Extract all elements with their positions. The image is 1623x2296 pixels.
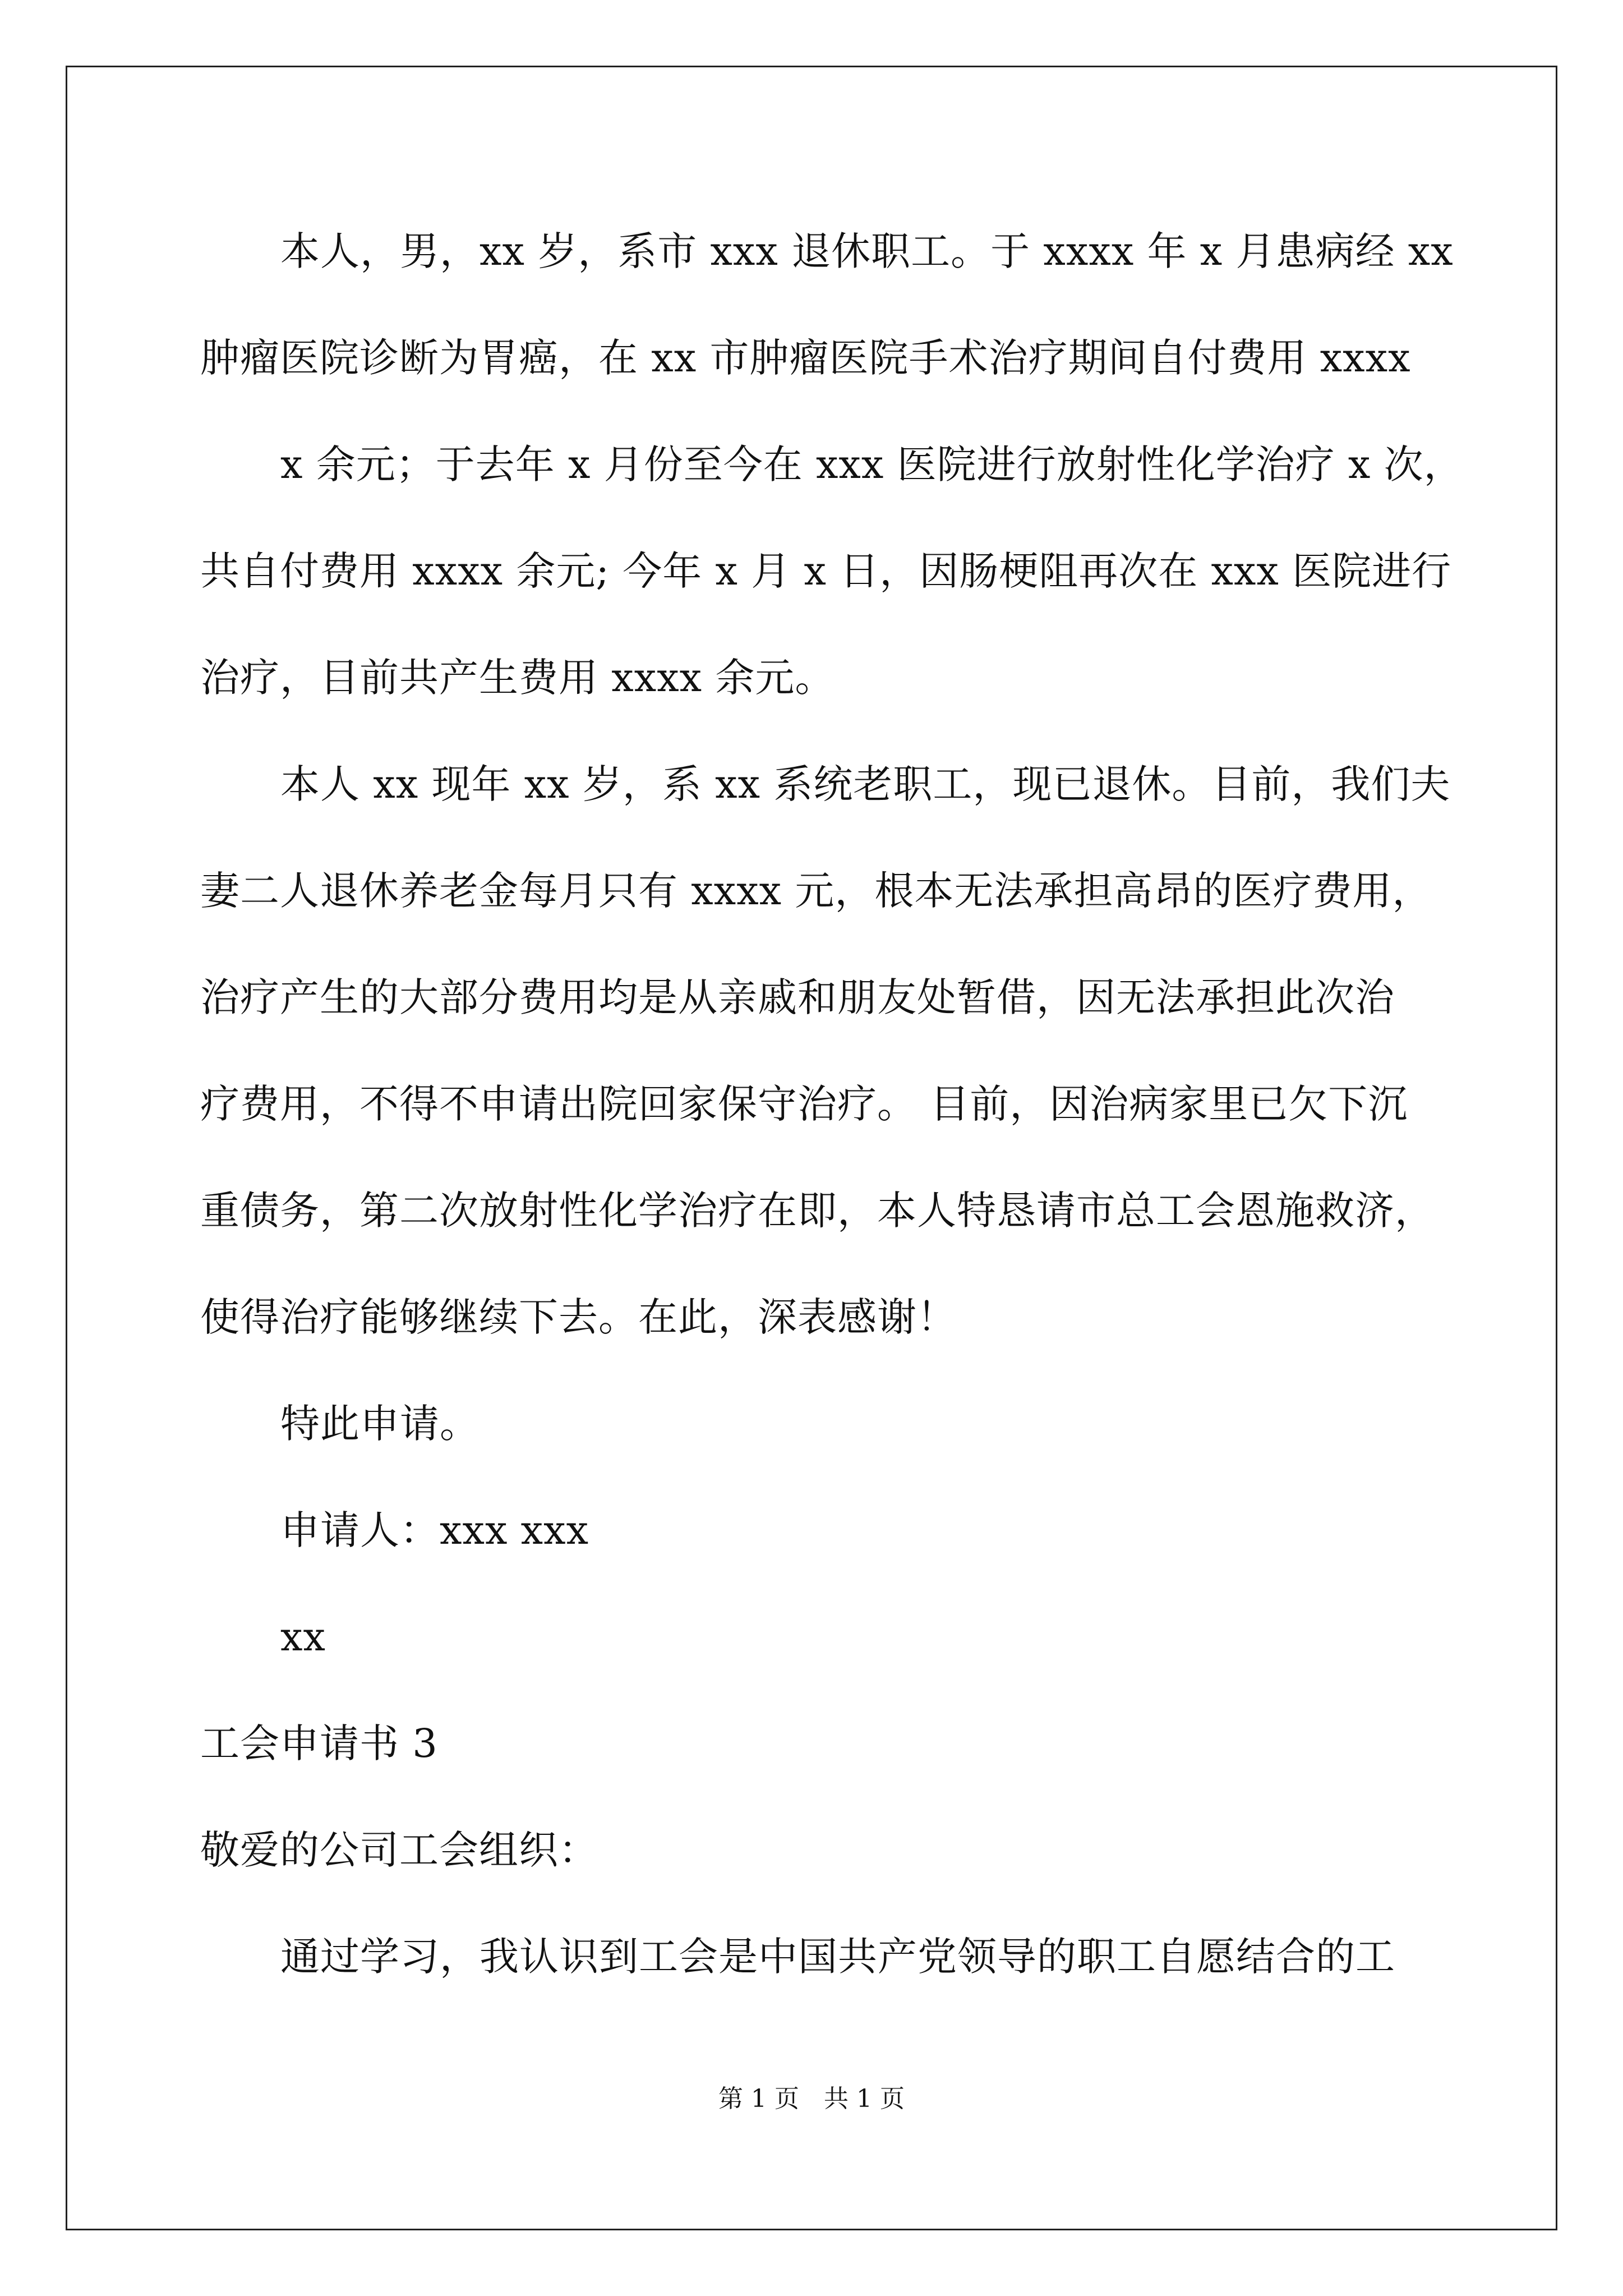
page-border — [66, 66, 1557, 2230]
body-line-12: 通过学习，我认识到工会是中国共产党领导的职工自愿结合的工 — [280, 1934, 1395, 1980]
body-line-2: 肿瘤医院诊断为胃癌，在 xx 市肿瘤医院手术治疗期间自付费用 xxxx — [200, 335, 1411, 381]
date-line: xx — [280, 1614, 326, 1660]
body-line-5: 治疗，目前共产生费用 xxxx 余元。 — [200, 655, 835, 701]
body-line-3: x 余元；于去年 x 月份至今在 xxx 医院进行放射性化学治疗 x 次， — [280, 441, 1464, 487]
body-line-1: 本人，男，xx 岁，系市 xxx 退休职工。于 xxxx 年 x 月患病经 xx — [280, 228, 1454, 274]
body-line-4: 共自付费用 xxxx 余元; 今年 x 月 x 日，因肠梗阻再次在 xxx 医院进行 — [200, 548, 1452, 594]
body-line-8: 治疗产生的大部分费用均是从亲戚和朋友处暂借，因无法承担此次治 — [200, 974, 1395, 1020]
applicant-line: 申请人：xxx xxx — [280, 1507, 589, 1553]
body-line-6: 本人 xx 现年 xx 岁，系 xx 系统老职工，现已退休。目前，我们夫 — [280, 761, 1451, 807]
salutation-line: 敬爱的公司工会组织： — [200, 1827, 598, 1873]
body-line-11: 使得治疗能够继续下去。在此，深表感谢！ — [200, 1294, 957, 1340]
closing-line: 特此申请。 — [280, 1401, 479, 1447]
section-title: 工会申请书 3 — [200, 1720, 438, 1766]
body-line-7: 妻二人退休养老金每月只有 xxxx 元，根本无法承担高昂的医疗费用， — [200, 868, 1432, 914]
page-footer: 第 1 页 共 1 页 — [718, 2085, 905, 2113]
body-line-10: 重债务，第二次放射性化学治疗在即，本人特恳请市总工会恩施救济， — [200, 1188, 1435, 1234]
body-line-9: 疗费用，不得不申请出院回家保守治疗。 目前，因治病家里已欠下沉 — [200, 1081, 1408, 1127]
